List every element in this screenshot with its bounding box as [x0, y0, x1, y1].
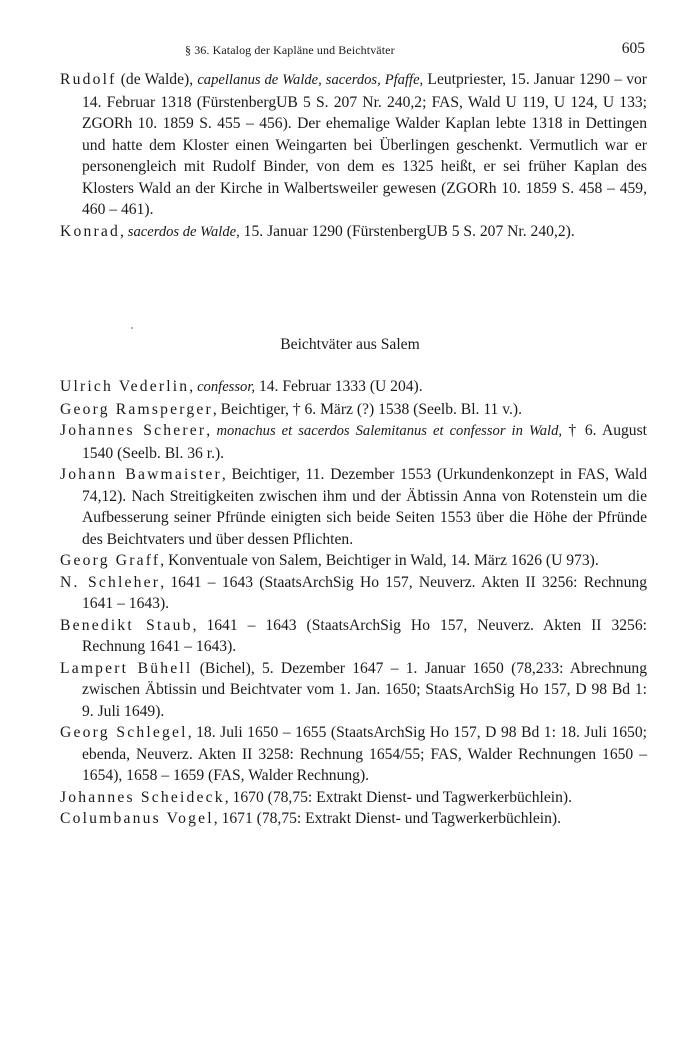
section-title: Beichtväter aus Salem [280, 336, 420, 353]
person-name: N. Schleher [60, 573, 161, 591]
latin-title: confessor, [197, 379, 256, 395]
latin-title: capellanus de Walde, sacerdos, Pfaffe, [197, 72, 424, 88]
entry-text: 14. Februar 1333 (U 204). [255, 378, 423, 395]
catalog-entry [60, 69, 647, 221]
entry-text: , 1641 – 1643 (StaatsArchSig Ho 157, Neuverz. Akten II 3256: Rechnung 1641 – 1643). [82, 616, 647, 655]
catalog-entry [60, 658, 647, 723]
entry-text: (Bichel), 5. Dezember 1647 – 1. Januar 1650 (78,233: Abrechnung zwischen Äbtissin und Beichtvater vom 1. Jan. 1650; StaatsArchSig Ho 157, D 98 Bd 1: 9. Juli 1649). [82, 659, 647, 720]
entry-text: , Konventuale von Salem, Beichtiger in Wald, 14. März 1626 (U 973). [160, 552, 599, 569]
entry-text: , Beichtiger, 11. Dezember 1553 (Urkundenkonzept in FAS, Wald 74,12). Nach Streitigkeiten zwischen ihm und der Äbtissin Anna von Rotenstein um die Aufbesserung seiner Pfründe einigten sich beide Seiten 1553 über die Höhe der Pfründe des Beichtvaters und über dessen Pflichten. [82, 466, 647, 548]
catalog-entry [60, 808, 647, 830]
catalog-entry [60, 376, 647, 399]
catalog-entry [60, 464, 647, 550]
running-head: § 36. Katalog der Kapläne und Beichtväter [185, 43, 395, 57]
person-name: Georg Schlegel [60, 724, 188, 741]
page-header [60, 40, 645, 62]
entry-text: , Beichtiger, † 6. März (?) 1538 (Seelb. Bl. 11 v.). [212, 400, 523, 418]
print-speck [131, 327, 133, 329]
latin-title: monachus et sacerdos Salemitanus et confessor in Wald, [216, 423, 563, 439]
person-name: Konrad [60, 222, 120, 240]
catalog-entry [60, 722, 647, 787]
person-name: Johannes Scheideck [60, 788, 225, 806]
person-name: Georg Ramsperger [60, 400, 213, 418]
person-name: Johann Bawmaister [60, 466, 222, 483]
entry-text: , 18. Juli 1650 – 1655 (StaatsArchSig Ho 157, D 98 Bd 1: 18. Juli 1650; ebenda, Neuverz. Akten II 3258: Rechnung 1654/55; FAS, Walder Rechnungen 1650 – 1654), 1658 – 1659 (FAS, Walder Rechnung). [82, 724, 647, 784]
entry-text: Leutpriester, 15. Januar 1290 – vor 14. Februar 1318 (FürstenbergUB 5 S. 207 Nr. 240,2; FAS, Wald U 119, U 124, U 133; ZGORh 10. 1859 S. 455 – 456). Der ehemalige Walder Kaplan lebte 1318 in Dettingen und hatte dem Kloster einen Weingarten bei Überlingen geschenkt. Vermutlich war er personengleich mit Rudolf Binder, von dem es 1325 heißt, er sei früher Kaplan des Klosters Wald an der Kirche in Walbertsweiler gewesen (ZGORh 10. 1859 S. 458 – 459, 460 – 461). [82, 71, 648, 218]
entry-text: 15. Januar 1290 (FürstenbergUB 5 S. 207 Nr. 240,2). [239, 222, 575, 240]
latin-title: sacerdos de Walde, [127, 223, 240, 240]
catalog-entry [60, 221, 647, 244]
entry-text: , [206, 422, 217, 439]
kaplaene-list [60, 69, 647, 243]
beichtvaeter-list [60, 376, 647, 830]
page-number: 605 [621, 40, 645, 57]
entry-text: (de Walde), [116, 71, 198, 88]
entry-text: , 1641 – 1643 (StaatsArchSig Ho 157, Neuverz. Akten II 3256: Rechnung 1641 – 1643). [82, 573, 647, 612]
catalog-entry [60, 420, 647, 464]
person-name: Ulrich Vederlin [60, 378, 190, 395]
catalog-entry [60, 572, 647, 615]
person-name: Columbanus Vogel [60, 810, 214, 827]
entry-text: , [189, 378, 198, 395]
person-name: Georg Graff [60, 552, 161, 569]
catalog-entry [60, 399, 647, 421]
person-name: Lampert Bühell [60, 659, 193, 677]
person-name: Benedikt Staub [60, 616, 193, 634]
entry-text: , 1671 (78,75: Extrakt Dienst- und Tagwerkerbüchlein). [213, 810, 561, 827]
catalog-entry [60, 787, 647, 809]
catalog-entry [60, 615, 647, 658]
entry-text: , [119, 222, 128, 240]
catalog-entry [60, 550, 647, 572]
person-name: Rudolf [60, 71, 117, 88]
entry-text: † 6. August 1540 (Seelb. Bl. 36 r.). [82, 422, 647, 462]
entry-text: , 1670 (78,75: Extrakt Dienst- und Tagwerkerbüchlein). [224, 788, 572, 806]
person-name: Johannes Scherer [60, 422, 207, 439]
